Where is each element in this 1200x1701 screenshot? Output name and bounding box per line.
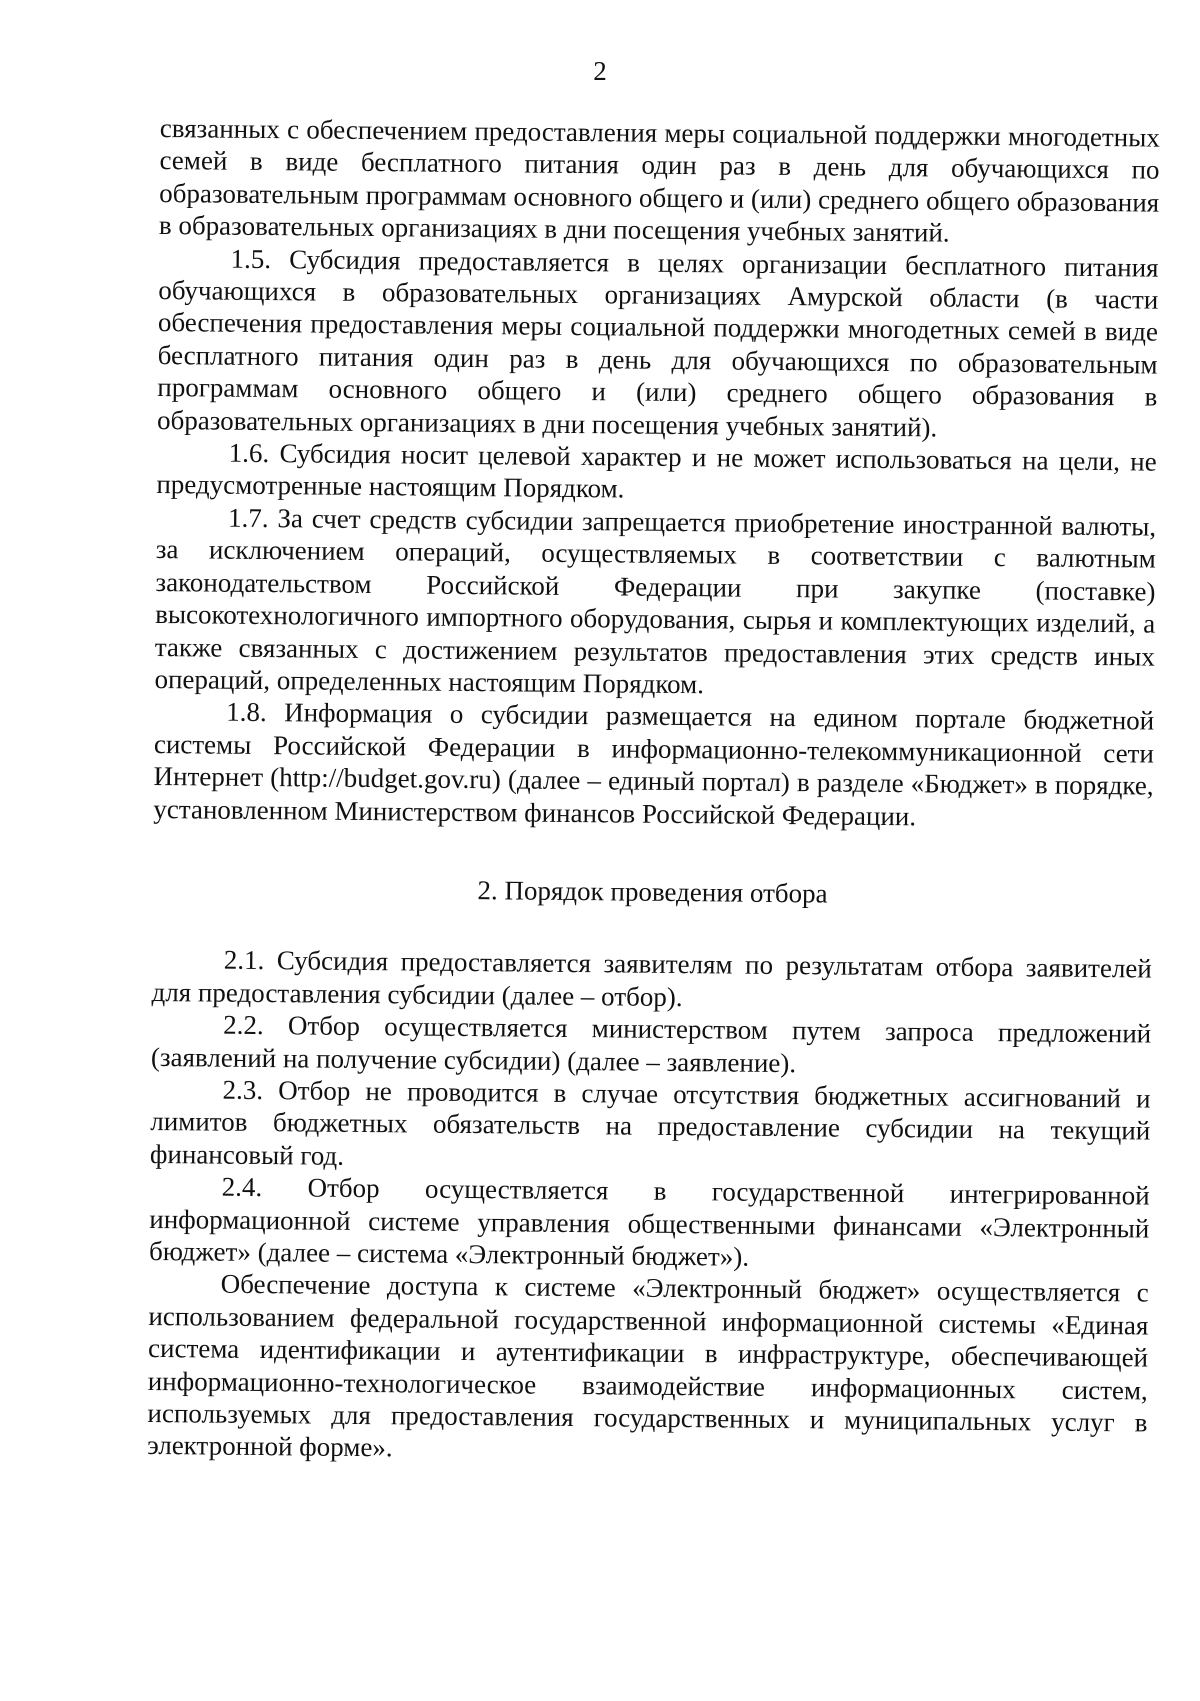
paragraph-1-7: 1.7. За счет средств субсидии запрещается приобретение иностранной валюты, за исключением операций, осуществляемых в соответствии с валютным законодательством Российской Федерации при закупке (поставке) высокотехнологичного импортного оборудования, сырья и комплектующих изделий, а также связанных с достижением результатов предоставления этих средств иных операций, определенных настоящим Порядком. [154,502,1157,700]
paragraph-1-5: 1.5. Субсидия предоставляется в целях организации бесплатного питания обучающихся в образовательных организациях Амурской области (в части обеспечения предоставления меры социальной поддержки многодетных семей в виде бесплатного питания один раз в день для обучающихся по образовательным программам основного общего и (или) среднего общего образования в образовательных организациях в дни посещения учебных занятий). [156,243,1159,443]
paragraph-1-6: 1.6. Субсидия носит целевой характер и не может использоваться на цели, не предусмотренные настоящим Порядком. [156,437,1157,504]
paragraph-2-4: 2.4. Отбор осуществляется в государственной интегрированной информационной системе управления общественными финансами «Электронный бюджет» (далее – система «Электронный бюджет»). [148,1171,1150,1272]
paragraph-2-1: 2.1. Субсидия предоставляется заявителям по результатам отбора заявителей для предоставления субсидии (далее – отбор). [151,944,1152,1012]
document-body [147,112,1160,1471]
paragraph-1-8: 1.8. Информация о субсидии размещается на едином портале бюджетной системы Российской Федерации в информационно-телекоммуникационной сети Интернет (http://budget.gov.ru) (далее – единый портал) в разделе «Бюджет» в порядке, установленном Министерством финансов Российской Федерации. [153,696,1155,831]
paragraph-1-4-continuation: связанных с обеспечением предоставления меры социальной поддержки многодетных семей в виде бесплатного питания один раз в день для обучающихся по образовательным программам основного общего и (или) среднего общего образования в образовательных организациях в дни посещения учебных занятий. [158,112,1160,248]
paragraph-2-4-access: Обеспечение доступа к системе «Электронный бюджет» осуществляется с использованием федеральной государственной информационной системы «Единая система идентификации и аутентификации в инфраструктуре, обеспечивающей информационно-технологическое взаимодействие информационных систем, используемых для предоставления государственных и муниципальных услуг в электронной форме». [147,1269,1149,1463]
paragraph-2-2: 2.2. Отбор осуществляется министерством путем запроса предложений (заявлений на получение субсидии) (далее – заявление). [150,1009,1152,1078]
paragraph-2-3: 2.3. Отбор не проводится в случае отсутствия бюджетных ассигнований и лимитов бюджетных обязательств на предоставление субсидии на текущий финансовый год. [149,1074,1151,1171]
page-number: 2 [593,56,607,86]
section-2-heading: 2. Порядок проведения отбора [477,875,828,909]
